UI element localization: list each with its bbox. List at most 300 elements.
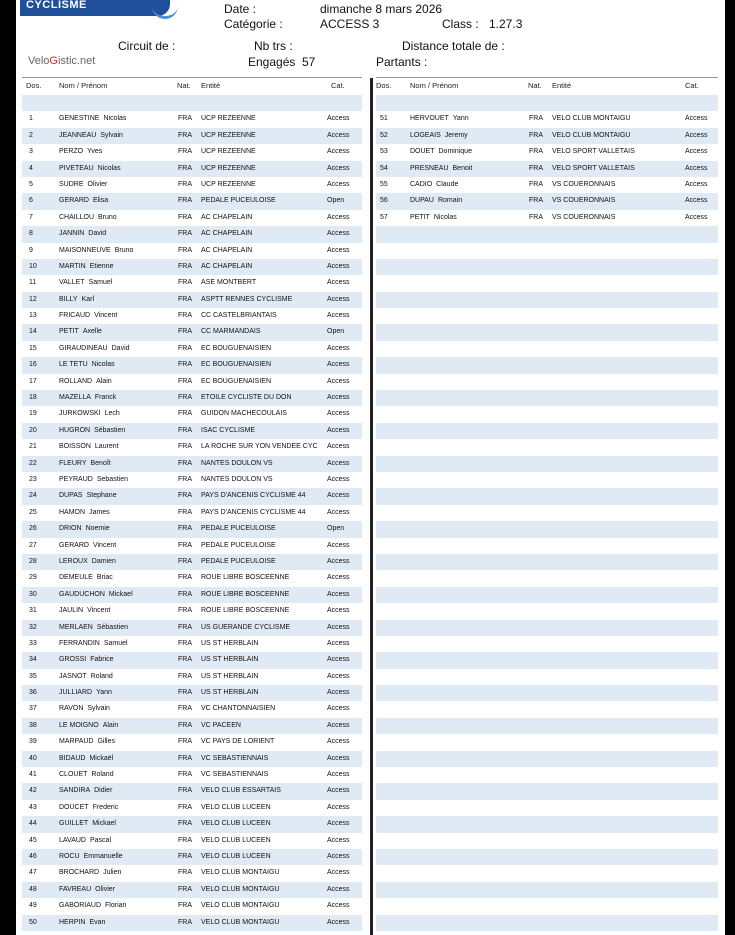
rider-first-name: Olivier <box>87 180 108 188</box>
rider-last-name: FERRANDIN <box>59 639 100 647</box>
date-value: dimanche 8 mars 2026 <box>320 2 443 16</box>
rider-entite: VS COUERONNAIS <box>552 213 616 221</box>
rider-first-name: James <box>89 508 110 516</box>
rider-cat: Access <box>327 738 350 746</box>
starters-label: Partants : <box>376 55 428 69</box>
rider-nat: FRA <box>178 475 192 483</box>
rider-nat: FRA <box>178 508 192 516</box>
rider-entite: UCP REZEENNE <box>201 180 256 188</box>
rider-entite: US ST HERBLAIN <box>201 689 259 697</box>
rider-name <box>59 378 112 385</box>
rider-cat: Access <box>327 803 350 811</box>
rider-nat: FRA <box>529 213 543 221</box>
rider-first-name: Etienne <box>89 262 114 270</box>
rider-first-name: Didier <box>94 787 113 795</box>
rider-nat: FRA <box>178 426 192 434</box>
rider-row <box>22 767 362 783</box>
rider-dos: 11 <box>29 279 37 287</box>
rider-first-name: Nicolas <box>97 164 121 172</box>
rider-first-name: Lech <box>104 410 120 418</box>
rider-nat: FRA <box>529 180 543 188</box>
rider-name <box>59 755 113 762</box>
rider-last-name: DEMEULE <box>59 574 93 582</box>
rider-first-name: Franck <box>94 394 117 402</box>
rider-cat: Access <box>327 590 350 598</box>
rider-first-name: Vincent <box>94 312 118 320</box>
rider-cat: Access <box>327 115 350 123</box>
rider-entite: VELO CLUB MONTAIGU <box>201 902 280 910</box>
rider-row <box>376 177 718 193</box>
rider-entite: ISAC CYCLISME <box>201 426 256 434</box>
rider-last-name: GERARD <box>59 541 89 549</box>
col-nom: Nom / Prénom <box>410 81 459 90</box>
rider-name <box>59 673 113 680</box>
rider-first-name: Evan <box>89 918 106 926</box>
rider-first-name: Gilles <box>97 738 115 746</box>
left-rider-list <box>22 95 362 931</box>
rider-dos: 53 <box>380 148 388 156</box>
rider-last-name: DRION <box>59 525 82 533</box>
col-dos: Dos. <box>26 81 42 90</box>
rider-last-name: GUILLET <box>59 820 89 828</box>
rider-last-name: MAISONNEUVE <box>59 246 111 254</box>
rider-dos: 1 <box>29 115 33 123</box>
empty-row <box>376 95 718 111</box>
rider-last-name: MARPAUD <box>59 738 94 746</box>
rider-nat: FRA <box>178 148 192 156</box>
rider-dos: 38 <box>29 721 37 729</box>
rider-nat: FRA <box>529 148 543 156</box>
rider-first-name: Noemie <box>85 525 110 533</box>
rider-first-name: Alain <box>102 721 119 729</box>
rider-last-name: PRESNEAU <box>410 164 449 172</box>
rider-first-name: Benoit <box>452 164 473 172</box>
rider-row <box>22 800 362 816</box>
rider-entite: ROUE LIBRE BOSCEENNE <box>201 607 290 615</box>
rider-first-name: Sébastien <box>94 426 126 434</box>
rider-entite: VS COUERONNAIS <box>552 180 616 188</box>
rider-nat: FRA <box>178 459 192 467</box>
rider-first-name: Bruno <box>114 246 134 254</box>
rider-first-name: Sebastien <box>96 475 128 483</box>
rider-cat: Access <box>327 459 350 467</box>
rider-first-name: Damien <box>91 557 116 565</box>
rider-entite: VELO CLUB LUCEEN <box>201 803 271 811</box>
empty-row <box>376 915 718 931</box>
col-entite: Entité <box>201 81 221 90</box>
empty-row <box>376 472 718 488</box>
rider-dos: 47 <box>29 869 37 877</box>
rider-entite: UCP REZEENNE <box>201 131 256 139</box>
rider-last-name: DUPAS <box>59 492 83 500</box>
rider-name <box>59 181 107 188</box>
rider-nat: FRA <box>178 213 192 221</box>
rider-cat: Access <box>327 312 350 320</box>
rider-last-name: GABORIAUD <box>59 902 102 910</box>
class-value: 1.27.3 <box>489 17 523 31</box>
rider-entite: UCP REZEENNE <box>201 148 256 156</box>
rider-name <box>59 837 111 844</box>
rider-nat: FRA <box>178 754 192 762</box>
rider-nat: FRA <box>178 787 192 795</box>
rider-first-name: Roland <box>91 771 114 779</box>
rider-name <box>59 230 106 237</box>
rider-entite: AC CHAPELAIN <box>201 230 253 238</box>
rider-nat: FRA <box>529 131 543 139</box>
rider-nat: FRA <box>529 115 543 123</box>
rider-name <box>59 525 110 532</box>
rider-entite: VELO CLUB MONTAIGU <box>552 131 631 139</box>
empty-row <box>376 226 718 242</box>
rider-dos: 34 <box>29 656 37 664</box>
rider-name <box>59 902 126 909</box>
rider-cat: Access <box>685 213 708 221</box>
rider-first-name: Karl <box>81 295 95 303</box>
rider-cat: Access <box>327 475 350 483</box>
rider-last-name: FLEURY <box>59 459 87 467</box>
rider-entite: PEDALE PUCEULOISE <box>201 541 276 549</box>
rider-cat: Access <box>327 557 350 565</box>
rider-entite: VC CHANTONNAISIEN <box>201 705 276 713</box>
rider-entite: ROUE LIBRE BOSCEENNE <box>201 574 290 582</box>
rider-last-name: GAUDUCHON <box>59 590 105 598</box>
rider-nat: FRA <box>178 262 192 270</box>
rider-last-name: PERZO <box>59 148 84 156</box>
rider-first-name: Vincent <box>87 607 111 615</box>
rider-dos: 14 <box>29 328 37 336</box>
rider-name <box>59 886 115 893</box>
rider-entite: VC PACEEN <box>201 721 241 729</box>
right-column-headers <box>376 78 718 94</box>
rider-name <box>59 820 116 827</box>
rider-entite: AC CHAPELAIN <box>201 246 253 254</box>
rider-name <box>59 869 121 876</box>
rider-last-name: HAMON <box>59 508 86 516</box>
rider-cat: Access <box>327 656 350 664</box>
rider-row <box>22 357 362 373</box>
rider-row <box>22 193 362 209</box>
rider-dos: 29 <box>29 574 37 582</box>
empty-row <box>376 243 718 259</box>
rider-last-name: ROCU <box>59 852 80 860</box>
rider-dos: 54 <box>380 164 388 172</box>
rider-entite: VS COUERONNAIS <box>552 197 616 205</box>
rider-name <box>59 624 128 631</box>
rider-dos: 45 <box>29 836 37 844</box>
rider-row <box>22 243 362 259</box>
rider-nat: FRA <box>178 443 192 451</box>
rider-dos: 25 <box>29 508 37 516</box>
rider-name <box>59 328 102 335</box>
rider-cat: Access <box>327 918 350 926</box>
rider-entite: VELO CLUB LUCEEN <box>201 852 271 860</box>
rider-name <box>59 427 125 434</box>
rider-row <box>22 570 362 586</box>
rider-first-name: Frederic <box>92 803 119 811</box>
rider-last-name: PETIT <box>59 328 79 336</box>
rider-entite: PEDALE PUCEULOISE <box>201 557 276 565</box>
rider-row <box>22 816 362 832</box>
rider-name <box>59 279 112 286</box>
rider-entite: AC CHAPELAIN <box>201 213 253 221</box>
logo-swoosh <box>152 0 178 19</box>
rider-nat: FRA <box>178 344 192 352</box>
rider-row <box>22 751 362 767</box>
rider-cat: Access <box>685 180 708 188</box>
rider-first-name: Stephane <box>86 492 117 500</box>
distance-label: Distance totale de : <box>402 39 505 53</box>
rider-first-name: Bruno <box>98 213 117 221</box>
rider-first-name: David <box>111 344 130 352</box>
rider-nat: FRA <box>178 197 192 205</box>
rider-dos: 40 <box>29 754 37 762</box>
rider-cat: Access <box>327 721 350 729</box>
rider-cat: Access <box>327 672 350 680</box>
empty-row <box>376 833 718 849</box>
rider-cat: Access <box>327 787 350 795</box>
rider-name <box>59 558 116 565</box>
rider-row <box>22 898 362 914</box>
empty-row <box>376 865 718 881</box>
rider-name <box>59 656 114 663</box>
rider-name <box>59 460 111 467</box>
rider-last-name: LE TETU <box>59 361 88 369</box>
rider-name <box>59 132 123 139</box>
rider-row <box>22 652 362 668</box>
rider-last-name: RAVON <box>59 705 84 713</box>
rider-last-name: GENESTINE <box>59 115 100 123</box>
rider-name <box>59 771 114 778</box>
rider-row <box>376 161 718 177</box>
rider-last-name: GROSSI <box>59 656 87 664</box>
rider-nat: FRA <box>178 705 192 713</box>
rider-nat: FRA <box>178 918 192 926</box>
rider-cat: Access <box>327 869 350 877</box>
rider-row <box>22 439 362 455</box>
rider-row <box>22 734 362 750</box>
rider-dos: 52 <box>380 131 388 139</box>
rider-name <box>410 165 472 172</box>
rider-name <box>410 148 472 155</box>
rider-name <box>59 919 105 926</box>
rider-dos: 23 <box>29 475 37 483</box>
rider-cat: Access <box>327 295 350 303</box>
rider-dos: 57 <box>380 213 388 221</box>
rider-last-name: JAULIN <box>59 607 84 615</box>
col-entite: Entité <box>552 81 572 90</box>
date-label: Date : <box>224 2 257 16</box>
col-nat: Nat. <box>528 81 542 90</box>
rider-dos: 24 <box>29 492 37 500</box>
rider-last-name: JEANNEAU <box>59 131 97 139</box>
rider-nat: FRA <box>178 623 192 631</box>
rider-name <box>59 410 120 417</box>
rider-cat: Access <box>327 344 350 352</box>
rider-last-name: DOUCET <box>59 803 89 811</box>
rider-dos: 21 <box>29 443 37 451</box>
rider-nat: FRA <box>178 279 192 287</box>
rider-entite: CC CASTELBRIANTAIS <box>201 312 277 320</box>
rider-entite: PEDALE PUCEULOISE <box>201 525 276 533</box>
rider-dos: 31 <box>29 607 37 615</box>
rider-name <box>59 574 113 581</box>
brand-pre: Velo <box>28 55 50 67</box>
empty-row <box>376 751 718 767</box>
rider-name <box>59 165 121 172</box>
rider-row <box>22 161 362 177</box>
rider-dos: 56 <box>380 197 388 205</box>
rider-entite: VELO CLUB LUCEEN <box>201 836 271 844</box>
rider-name <box>59 853 123 860</box>
rider-nat: FRA <box>178 328 192 336</box>
rider-cat: Access <box>685 148 708 156</box>
empty-row <box>376 357 718 373</box>
rider-nat: FRA <box>178 557 192 565</box>
rider-cat: Open <box>327 197 345 205</box>
rider-nat: FRA <box>178 377 192 385</box>
rider-cat: Access <box>327 394 350 402</box>
rider-row <box>22 603 362 619</box>
rider-last-name: HERPIN <box>59 918 86 926</box>
rider-cat: Access <box>327 131 350 139</box>
rider-row <box>22 144 362 160</box>
rider-last-name: MERLAEN <box>59 623 93 631</box>
rider-entite: VELO SPORT VALLETAIS <box>552 148 635 156</box>
rider-name <box>59 607 110 614</box>
logo-text: CYCLISME <box>26 0 87 11</box>
rider-entite: VC SEBASTIENNAIS <box>201 754 269 762</box>
rider-last-name: HERVOUET <box>410 115 449 123</box>
rider-last-name: MAZELLA <box>59 394 91 402</box>
rider-cat: Access <box>327 607 350 615</box>
rider-row <box>22 587 362 603</box>
category-label: Catégorie : <box>224 17 283 31</box>
rider-row <box>376 111 718 127</box>
empty-row <box>376 538 718 554</box>
rider-name <box>59 722 118 729</box>
rider-last-name: JULLIARD <box>59 689 93 697</box>
rider-nat: FRA <box>178 312 192 320</box>
entries-label: Engagés <box>248 55 296 69</box>
rider-row <box>22 685 362 701</box>
rider-entite: VC SEBASTIENNAIS <box>201 771 269 779</box>
rider-last-name: CADIO <box>410 180 433 188</box>
empty-row <box>376 488 718 504</box>
rider-nat: FRA <box>178 721 192 729</box>
rider-last-name: JASNOT <box>59 672 87 680</box>
rider-dos: 36 <box>29 689 37 697</box>
rider-row <box>22 226 362 242</box>
rider-row <box>22 177 362 193</box>
empty-row <box>376 685 718 701</box>
rider-cat: Access <box>327 623 350 631</box>
rider-dos: 16 <box>29 361 37 369</box>
col-cat: Cat. <box>331 81 345 90</box>
rider-row <box>22 833 362 849</box>
rider-entite: PEDALE PUCEULOISE <box>201 197 276 205</box>
rider-first-name: Olivier <box>95 885 115 893</box>
rider-cat: Access <box>327 639 350 647</box>
empty-row <box>376 849 718 865</box>
rider-name <box>410 132 468 139</box>
rider-dos: 39 <box>29 738 37 746</box>
rider-cat: Access <box>327 705 350 713</box>
rider-row <box>22 636 362 652</box>
rider-cat: Access <box>327 885 350 893</box>
rider-last-name: SANDIRA <box>59 787 91 795</box>
rider-last-name: JANNIN <box>59 230 85 238</box>
rider-cat: Access <box>327 902 350 910</box>
rider-nat: FRA <box>178 492 192 500</box>
rider-last-name: PEYRAUD <box>59 475 93 483</box>
rider-row <box>22 292 362 308</box>
rider-first-name: Emmanuelle <box>83 852 123 860</box>
rider-cat: Open <box>327 328 345 336</box>
rider-first-name: Nicolas <box>433 213 457 221</box>
rider-entite: PAYS D'ANCENIS CYCLISME 44 <box>201 492 306 500</box>
rider-first-name: Roland <box>90 672 113 680</box>
rider-nat: FRA <box>178 590 192 598</box>
rider-nat: FRA <box>178 295 192 303</box>
rider-nat: FRA <box>529 197 543 205</box>
rider-dos: 50 <box>29 918 37 926</box>
rider-dos: 13 <box>29 312 37 320</box>
empty-row <box>376 652 718 668</box>
rider-row <box>22 505 362 521</box>
rider-row <box>376 210 718 226</box>
rider-nat: FRA <box>529 164 543 172</box>
rider-first-name: Yann <box>452 115 469 123</box>
empty-row <box>376 718 718 734</box>
rider-row <box>22 554 362 570</box>
rider-name <box>59 705 110 712</box>
empty-row <box>376 324 718 340</box>
rider-dos: 33 <box>29 639 37 647</box>
col-dos: Dos. <box>376 81 392 90</box>
rider-entite: EC BOUGUENAISIEN <box>201 344 272 352</box>
empty-row <box>376 292 718 308</box>
rider-entite: VELO CLUB MONTAIGU <box>201 869 280 877</box>
rider-last-name: MARTIN <box>59 262 86 270</box>
rider-row <box>22 456 362 472</box>
rider-first-name: Samuel <box>88 279 113 287</box>
rider-row <box>22 472 362 488</box>
rider-cat: Access <box>327 361 350 369</box>
rider-nat: FRA <box>178 639 192 647</box>
rider-entite: VELO CLUB ESSARTAIS <box>201 787 281 795</box>
rider-first-name: Julien <box>103 869 122 877</box>
column-divider <box>370 78 373 935</box>
rider-name <box>59 394 116 401</box>
rider-row <box>22 865 362 881</box>
rider-row <box>22 210 362 226</box>
rider-cat: Access <box>327 541 350 549</box>
rider-name <box>410 115 469 122</box>
empty-row <box>376 816 718 832</box>
entries-value: 57 <box>302 55 316 69</box>
rider-first-name: Sylvain <box>87 705 110 713</box>
rider-cat: Access <box>327 410 350 418</box>
rider-first-name: David <box>88 230 107 238</box>
rider-dos: 10 <box>29 262 37 270</box>
rider-name <box>59 115 126 122</box>
rider-dos: 15 <box>29 344 37 352</box>
rider-last-name: BILLY <box>59 295 78 303</box>
rider-row <box>22 423 362 439</box>
rider-cat: Access <box>327 213 350 221</box>
rider-row <box>22 915 362 931</box>
rider-cat: Access <box>685 197 708 205</box>
